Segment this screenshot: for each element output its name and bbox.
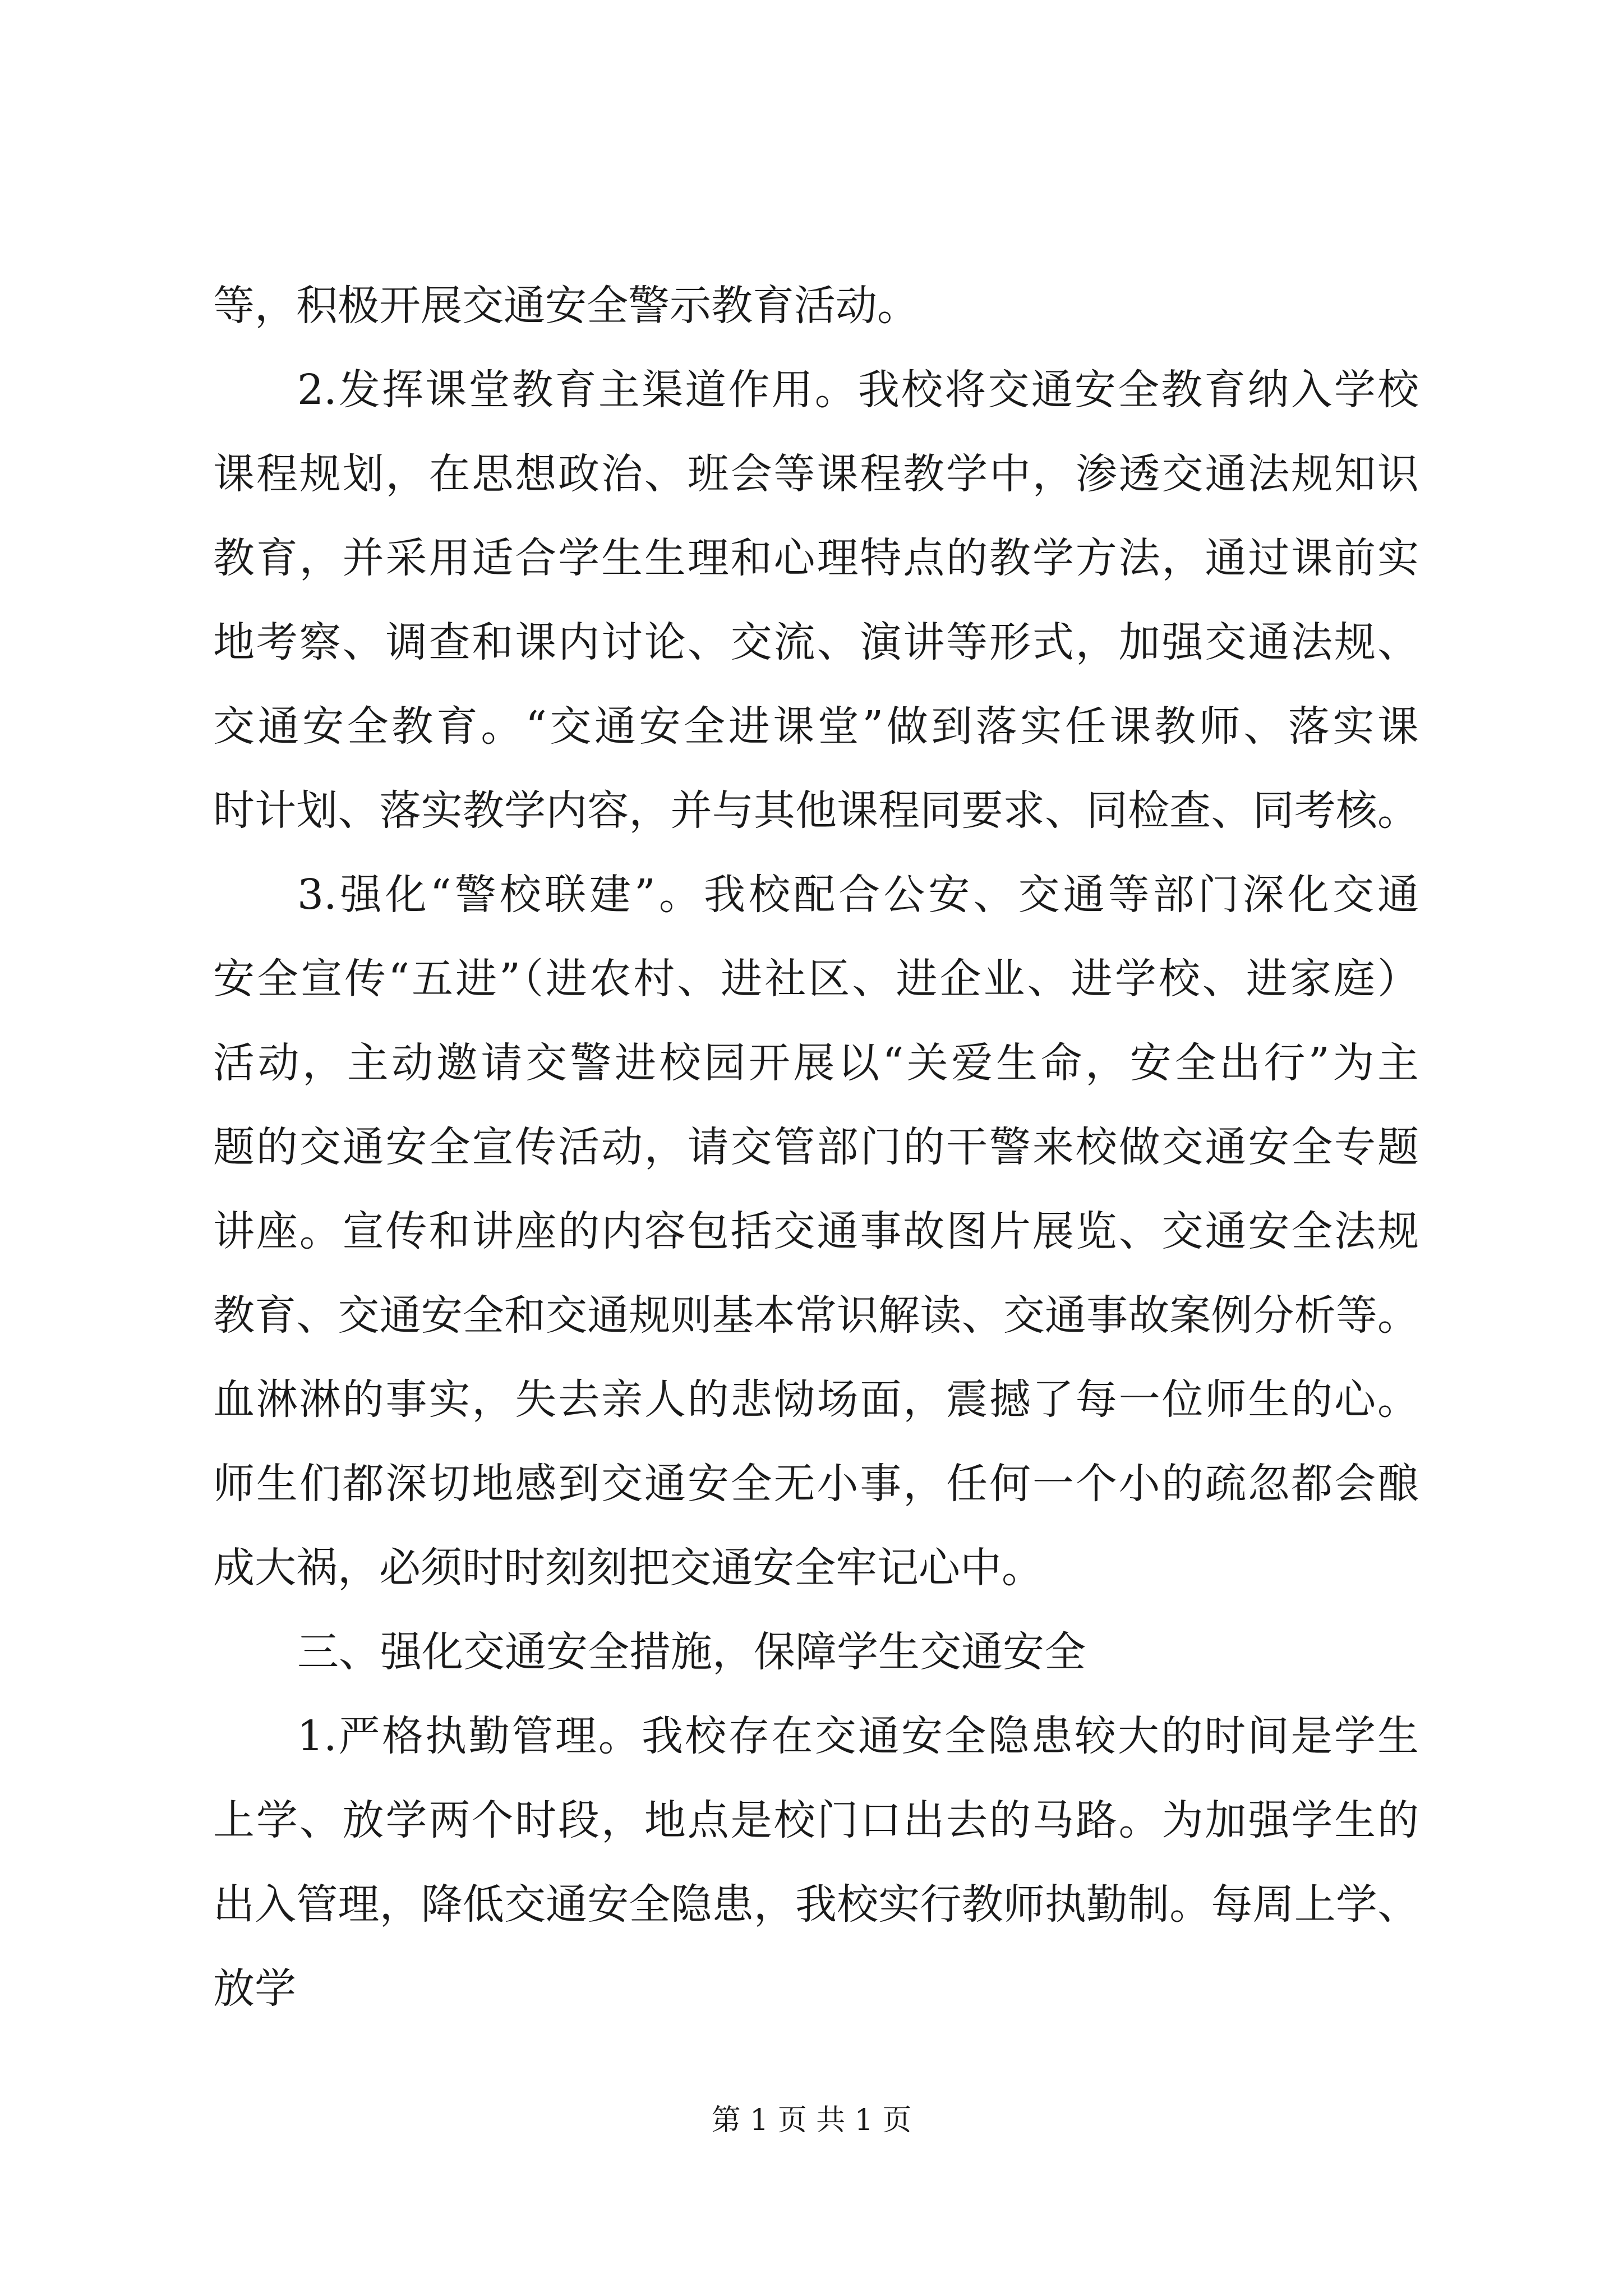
text-line: 教育、交通安全和交通规则基本常识解读、交通事故案例分析等。: [213, 1291, 1419, 1340]
text-line: 2.发挥课堂教育主渠道作用。我校将交通安全教育纳入学校: [297, 366, 1419, 414]
text-line: 活动，主动邀请交警进校园开展以“关爱生命，安全出行”为主: [213, 1039, 1419, 1087]
text-line: 地考察、调查和课内讨论、交流、演讲等形式，加强交通法规、: [213, 618, 1419, 666]
text-line: 时计划、落实教学内容，并与其他课程同要求、同检查、同考核。: [213, 786, 1419, 835]
text-line: 3.强化“警校联建”。我校配合公安、交通等部门深化交通: [297, 871, 1419, 919]
text-line: 出入管理，降低交通安全隐患，我校实行教师执勤制。每周上学、: [213, 1880, 1419, 1929]
page-number-label: 第 1 页 共 1 页: [711, 2104, 912, 2137]
text-line: 题的交通安全宣传活动，请交管部门的干警来校做交通安全专题: [213, 1123, 1419, 1171]
text-line: 成大祸，必须时时刻刻把交通安全牢记心中。: [213, 1544, 1043, 1592]
text-line: 上学、放学两个时段，地点是校门口出去的马路。为加强学生的: [213, 1796, 1419, 1844]
text-line: 血淋淋的事实，失去亲人的悲恸场面，震撼了每一位师生的心。: [213, 1375, 1419, 1424]
text-line: 交通安全教育。“交通安全进课堂”做到落实任课教师、落实课: [213, 702, 1419, 751]
page-footer: [0, 2098, 1623, 2143]
text-line: 讲座。宣传和讲座的内容包括交通事故图片展览、交通安全法规: [213, 1207, 1419, 1255]
text-line: 1.严格执勤管理。我校存在交通安全隐患较大的时间是学生: [297, 1712, 1419, 1760]
text-line: 等，积极开展交通安全警示教育活动。: [213, 282, 919, 330]
text-line: 安全宣传“五进”（进农村、进社区、进企业、进学校、进家庭）: [213, 955, 1419, 1003]
text-line: 教育，并采用适合学生生理和心理特点的教学方法，通过课前实: [213, 534, 1419, 582]
body-text: [213, 264, 1419, 2031]
text-line: 课程规划，在思想政治、班会等课程教学中，渗透交通法规知识: [213, 450, 1419, 498]
section-heading: 三、强化交通安全措施，保障学生交通安全: [297, 1628, 1086, 1676]
text-line: 师生们都深切地感到交通安全无小事，任何一个小的疏忽都会酿: [213, 1460, 1419, 1508]
text-line: 放学: [213, 1964, 296, 2013]
